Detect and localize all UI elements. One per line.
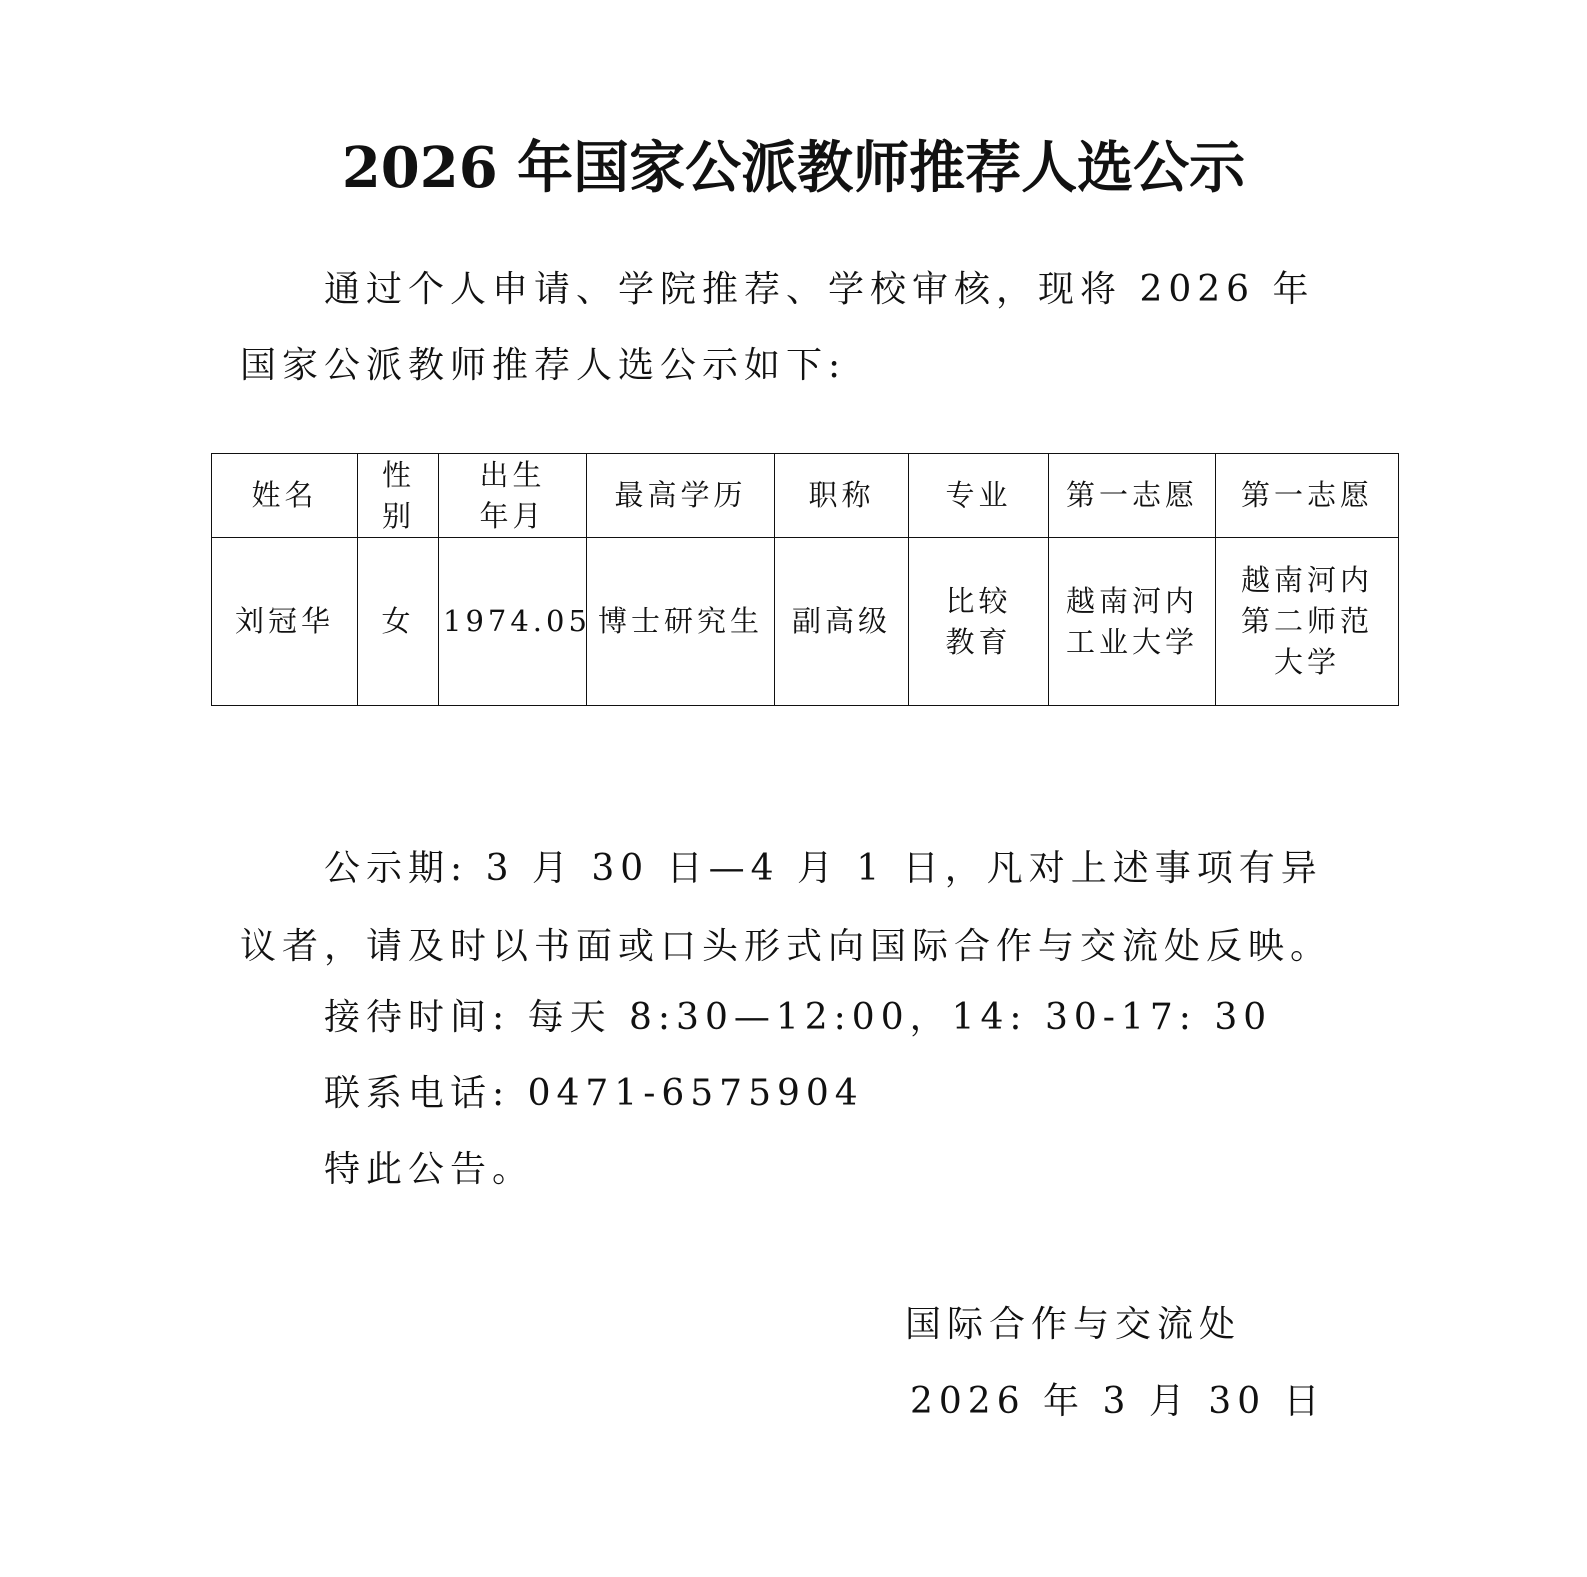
reception-hours: 接待时间: 每天 8:30—12:00，14: 30-17: 30 (324, 997, 1273, 1038)
document-title: 2026 年国家公派教师推荐人选公示 (341, 135, 1246, 201)
notice-paragraph: 公示期: 3 月 30 日—4 月 1 日，凡对上述事项有异议者，请及时以书面或口头形式向国际合作与交流处反映。 (240, 848, 1333, 967)
signature-date: 2026 年 3 月 30 日 (910, 1381, 1326, 1422)
cell-gender: 女 (358, 538, 439, 706)
cell-first-choice: 越南河内工业大学 (1049, 538, 1216, 706)
cell-name: 刘冠华 (212, 538, 358, 706)
header-major: 专业 (909, 454, 1049, 538)
cell-education: 博士研究生 (587, 538, 775, 706)
header-birth: 出生年月 (439, 454, 587, 538)
cell-title: 副高级 (775, 538, 909, 706)
table-row (212, 538, 1399, 706)
cell-birth: 1974.05 (439, 538, 587, 706)
cell-first-choice-2: 越南河内第二师范大学 (1216, 538, 1399, 706)
header-gender: 性别 (358, 454, 439, 538)
candidate-table (211, 453, 1399, 706)
header-first-choice-2: 第一志愿 (1216, 454, 1399, 538)
intro-paragraph: 通过个人申请、学院推荐、学校审核，现将 2026 年国家公派教师推荐人选公示如下: (240, 269, 1315, 386)
table-header-row (212, 454, 1399, 538)
closing-text: 特此公告。 (324, 1149, 535, 1190)
contact-phone: 联系电话: 0471-6575904 (324, 1073, 864, 1114)
signature-organization: 国际合作与交流处 (905, 1304, 1242, 1345)
header-education: 最高学历 (587, 454, 775, 538)
header-title: 职称 (775, 454, 909, 538)
header-name: 姓名 (212, 454, 358, 538)
cell-major: 比较教育 (909, 538, 1049, 706)
header-first-choice: 第一志愿 (1049, 454, 1216, 538)
